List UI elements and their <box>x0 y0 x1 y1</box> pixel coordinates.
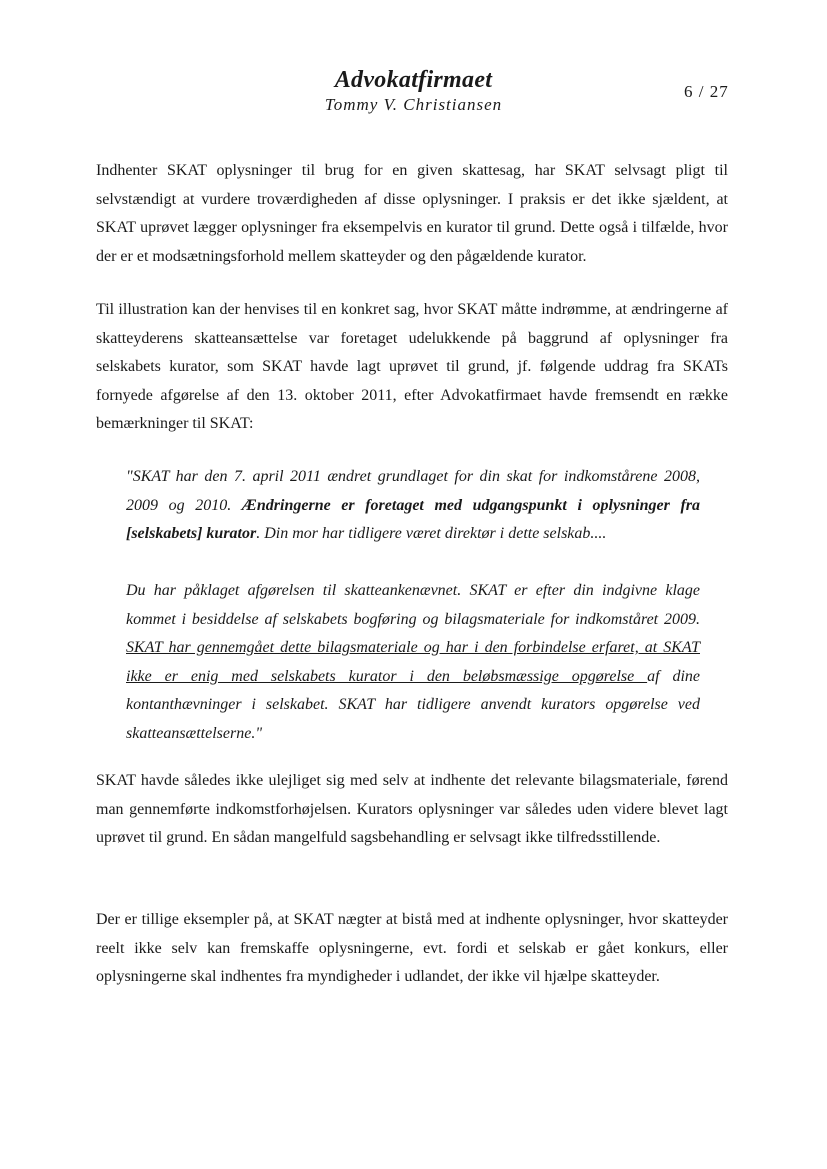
page-number: 6 / 27 <box>684 82 729 101</box>
quote-1-text-start: "SKAT har den 7. april 2011 ændret grundlaget for din skat for indkomstårene 2008, 2009 og 2010. <box>126 468 700 514</box>
quote-paragraph-2 <box>126 577 700 748</box>
firm-name: Advokatfirmaet <box>334 67 493 93</box>
quote-2-text-start: Du har påklaget afgørelsen til skatteankenævnet. SKAT er efter din indgivne klage kommet i besiddelse af selskabets bogføring og bilagsmateriale for indkomståret 2009. <box>126 582 700 628</box>
quote-2-text-end: af dine kontanthævninger i selskabet. SKAT har tidligere anvendt kurators opgørelse ved skatteansættelserne." <box>126 667 700 742</box>
lawyer-name: Tommy V. Christiansen <box>324 95 503 114</box>
paragraph-4: Der er tillige eksempler på, at SKAT nægter at bistå med at indhente oplysninger, hvor skatteyder reelt ikke selv kan fremskaffe oplysningerne, evt. fordi et selskab er gået konkurs, eller oplysningerne skal indhentes fra myndigheder i udlandet, der ikke vil hjælpe skatteyder. <box>96 911 728 985</box>
paragraph-3: SKAT havde således ikke ulejliget sig med selv at indhente det relevante bilagsmateriale, førend man gennemførte indkomstforhøjelsen. Kurators oplysninger var således uden videre blevet lagt uprøvet til grund. En sådan mangelfuld sagsbehandling er selvsagt ikke tilfredsstillende. <box>96 772 728 846</box>
quote-1-bold-text: Ændringerne er foretaget med udgangspunkt i oplysninger fra [selskabets] kurator <box>126 496 701 542</box>
paragraph-1: Indhenter SKAT oplysninger til brug for en given skattesag, har SKAT selvsagt pligt til selvstændigt at vurdere troværdigheden af disse oplysninger. I praksis er det ikke sjældent, at SKAT uprøvet lægger oplysninger fra eksempelvis en kurator til grund. Dette også i tilfælde, hvor der er et modsætningsforhold mellem skatteyder og den pågældende kurator. <box>96 162 728 265</box>
quote-1-text-end: . Din mor har tidligere været direktør i dette selskab.... <box>256 525 607 542</box>
quote-2-underlined-text: SKAT har gennemgået dette bilagsmateriale og har i den forbindelse erfaret, at SKAT ikke er enig med selskabets kurator i den beløbsmæssige opgørelse <box>126 639 700 685</box>
paragraph-2: Til illustration kan der henvises til en konkret sag, hvor SKAT måtte indrømme, at ændringerne af skatteyderens skatteansættelse var foretaget udelukkende på baggrund af oplysninger fra selskabets kurator, som SKAT havde lagt uprøvet til grund, jf. følgende uddrag fra SKATs fornyede afgørelse af den 13. oktober 2011, efter Advokatfirmaet havde fremsendt en række bemærkninger til SKAT: <box>96 301 728 432</box>
quote-paragraph-1 <box>126 463 700 549</box>
